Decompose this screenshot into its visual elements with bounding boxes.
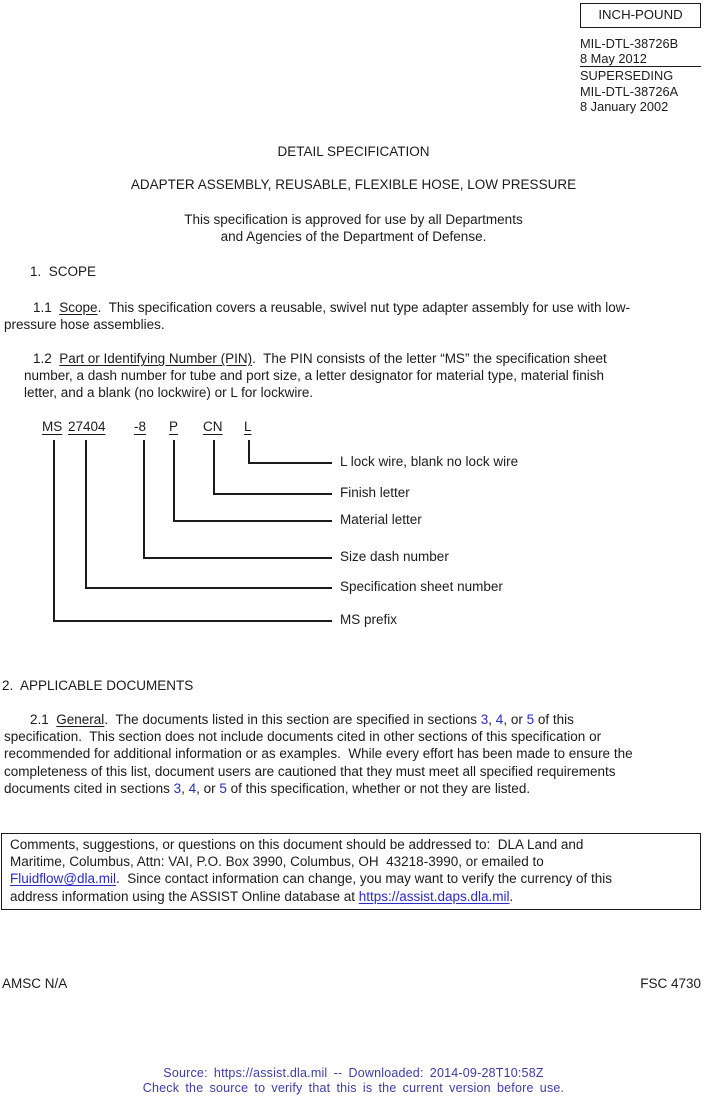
document-id-block (580, 36, 701, 114)
text-run: . Since contact information can change, you may want to verify the currency of this (115, 871, 612, 887)
specification-kind-title: DETAIL SPECIFICATION (277, 144, 430, 159)
pin-connector-horizontal-line (248, 462, 332, 464)
pin-connector-horizontal-line (143, 557, 332, 559)
inch-pound-stamp (580, 3, 701, 28)
text-run: , (488, 712, 496, 727)
text-run: Comments, suggestions, or questions on this document should be addressed to: DLA Land and (10, 837, 584, 852)
text-run: recommended for additional information or as examples. While every effort has been made to ensure the (4, 746, 633, 762)
text-run: 1.1 (33, 300, 60, 315)
superseded-document-number: MIL-DTL-38726A (580, 83, 679, 99)
text-run: Scope (59, 300, 98, 315)
footer-verify-line: Check the source to verify that this is the current version before use. (142, 1081, 565, 1095)
pin-label: Material letter (340, 512, 422, 527)
pin-connector-vertical-line (143, 440, 145, 559)
pin-connector-vertical-line (53, 440, 55, 622)
text-run: 2.1 (30, 712, 57, 727)
pin-label: Specification sheet number (340, 579, 503, 594)
text-run: , or (503, 712, 527, 727)
text-run: Part or Identifying Number (PIN) (59, 351, 253, 366)
text-run: . The documents listed in this section are specified in sections (104, 712, 481, 727)
text-run: of this specification, whether or not they are listed. (226, 780, 531, 796)
document-date: 8 May 2012 (580, 51, 701, 67)
hyperlink[interactable]: Fluidflow@dla.mil (10, 871, 116, 887)
pin-label: L lock wire, blank no lock wire (340, 454, 519, 469)
text-run: , (181, 780, 189, 796)
text-run: . This specification covers a reusable, swivel nut type adapter assembly for use with low- (97, 300, 631, 315)
pin-connector-vertical-line (213, 440, 215, 495)
text-run: , or (196, 780, 220, 796)
text-run: specification. This section does not include documents cited in other sections of this specification or (4, 729, 602, 745)
hyperlink[interactable]: https://assist.daps.dla.mil (358, 888, 510, 904)
pin-connector-horizontal-line (173, 520, 332, 522)
text-run: address information using the ASSIST Online database at (10, 888, 359, 904)
paragraph-1-2-pin (24, 350, 694, 402)
pin-token-27404: 27404 (68, 419, 106, 434)
pin-token-p: P (169, 419, 179, 434)
text-run: completeness of this list, document users are cautioned that they must meet all specified requirements (4, 763, 616, 779)
pin-connector-horizontal-line (85, 587, 332, 589)
approval-statement-line1: This specification is approved for use by all Departments (184, 212, 523, 227)
section-reference-link[interactable]: 4 (495, 712, 504, 727)
section-reference-link[interactable]: 5 (526, 712, 535, 727)
superseded-document-date: 8 January 2002 (580, 98, 669, 114)
footer-source-line: Source: https://assist.dla.mil -- Downloaded: 2014-09-28T10:58Z (163, 1066, 544, 1080)
superseding-label: SUPERSEDING (580, 68, 674, 84)
pin-connector-vertical-line (173, 440, 175, 522)
text-run: 1.2 (33, 351, 60, 366)
text-run: of this (534, 712, 574, 727)
section-reference-link[interactable]: 4 (188, 780, 197, 796)
paragraph-1-1-scope (4, 299, 704, 333)
section-reference-link[interactable]: 5 (219, 780, 227, 796)
pin-token-cn: CN (203, 419, 223, 434)
pin-label: Size dash number (340, 549, 449, 564)
pin-connector-vertical-line (85, 440, 87, 589)
assist-source-footer (0, 1066, 707, 1096)
text-run: . (509, 888, 514, 904)
fsc-number: FSC 4730 (640, 976, 701, 991)
document-number: MIL-DTL-38726B (580, 36, 679, 51)
text-run: Maritime, Columbus, Attn: VAI, P.O. Box 3990, Columbus, OH 43218-3990, or emailed to (10, 854, 544, 870)
pin-connector-horizontal-line (53, 620, 332, 622)
pin-token-ms: MS (42, 419, 63, 434)
pin-label: MS prefix (340, 612, 398, 627)
section-reference-link[interactable]: 3 (480, 712, 489, 727)
section-2-heading: 2. APPLICABLE DOCUMENTS (2, 678, 194, 693)
specification-subject-title: ADAPTER ASSEMBLY, REUSABLE, FLEXIBLE HOSE, LOW PRESSURE (130, 177, 577, 192)
paragraph-2-1-general (4, 711, 704, 797)
text-run: number, a dash number for tube and port size, a letter designator for material type, material finish (24, 368, 605, 384)
pin-token-l: L (244, 419, 252, 434)
inch-pound-label: INCH-POUND (598, 7, 683, 22)
section-1-heading: 1. SCOPE (30, 264, 97, 279)
text-run: documents cited in sections (4, 780, 174, 796)
text-run: pressure hose assemblies. (4, 317, 165, 333)
pin-label: Finish letter (340, 485, 410, 500)
text-run: General (56, 712, 105, 727)
section-reference-link[interactable]: 3 (173, 780, 182, 796)
pin-connector-vertical-line (248, 440, 250, 464)
text-run: . The PIN consists of the letter “MS” the specification sheet (252, 351, 607, 366)
pin-connector-horizontal-line (213, 493, 332, 495)
pin-token-8: -8 (134, 419, 147, 434)
comments-box (1, 833, 701, 910)
text-run: letter, and a blank (no lockwire) or L for lockwire. (24, 385, 314, 401)
approval-statement-line2: and Agencies of the Department of Defense. (220, 229, 487, 244)
amsc-number: AMSC N/A (2, 976, 68, 991)
